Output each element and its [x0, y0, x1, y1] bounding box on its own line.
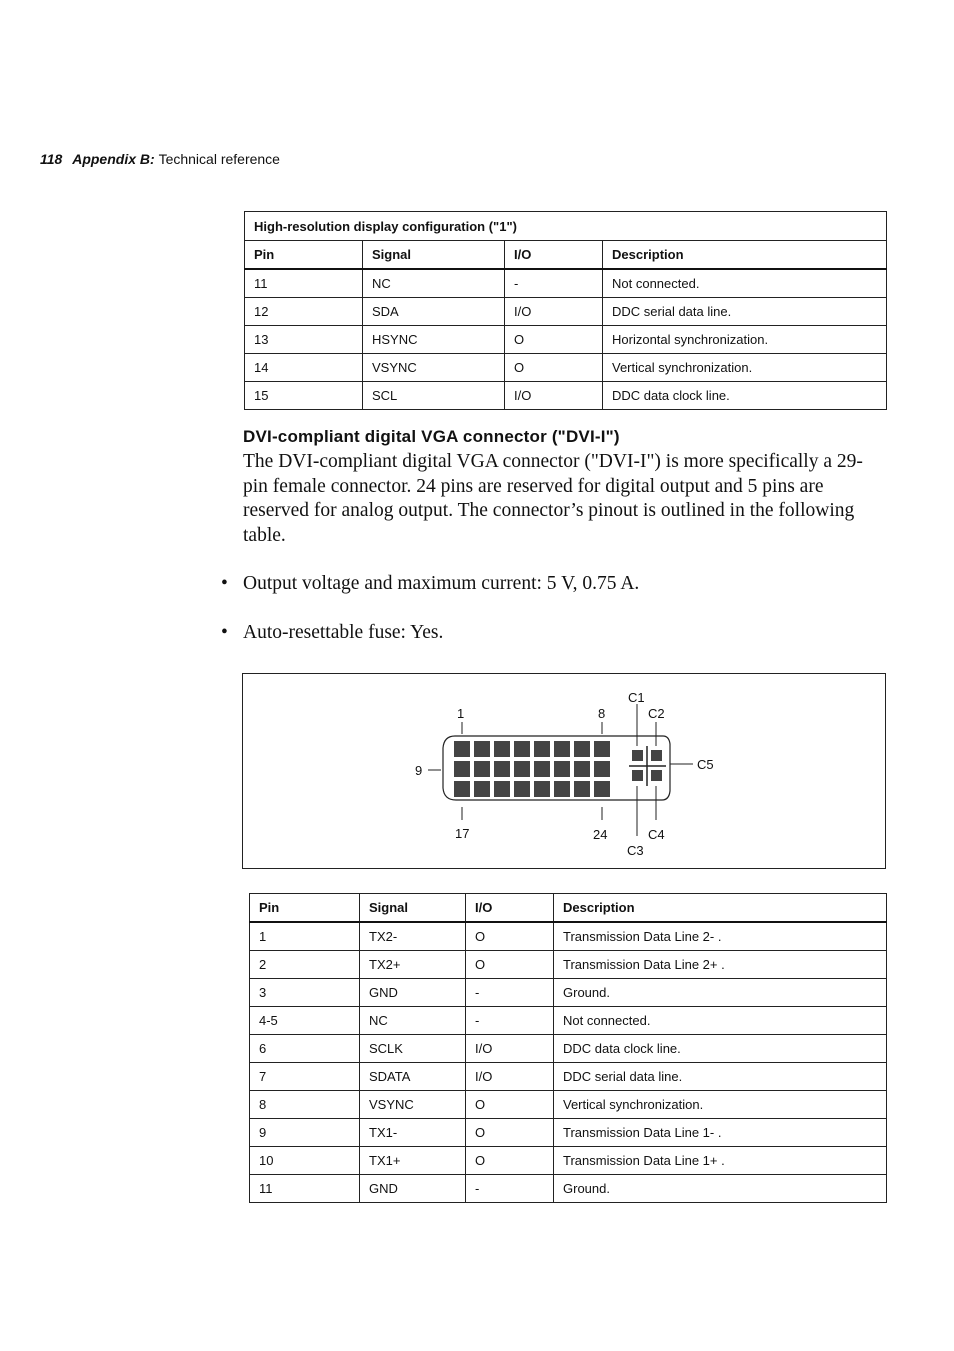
cell-pin: 3: [250, 979, 360, 1007]
analog-pin-c2: [651, 750, 662, 761]
cell-signal: SDATA: [360, 1063, 466, 1091]
cell-description: Not connected.: [554, 1007, 887, 1035]
col-header-io: I/O: [505, 241, 603, 270]
digital-pin-10: [474, 761, 490, 777]
cell-signal: NC: [363, 269, 505, 298]
cell-io: -: [466, 1175, 554, 1203]
bullet-text: Auto-resettable fuse: Yes.: [243, 622, 444, 643]
table-row: [245, 298, 887, 326]
cell-signal: TX2+: [360, 951, 466, 979]
page-number: 118: [40, 151, 63, 167]
cell-signal: SCLK: [360, 1035, 466, 1063]
digital-pin-22: [554, 781, 570, 797]
cell-io: O: [505, 326, 603, 354]
label-c2: C2: [648, 706, 665, 721]
digital-pin-18: [474, 781, 490, 797]
bullet-icon: •: [221, 622, 228, 643]
analog-pin-c4: [651, 770, 662, 781]
cell-signal: TX2-: [360, 922, 466, 951]
table-row: [250, 922, 887, 951]
cell-signal: HSYNC: [363, 326, 505, 354]
cell-description: Transmission Data Line 1- .: [554, 1119, 887, 1147]
cell-description: DDC data clock line.: [554, 1035, 887, 1063]
cell-pin: 9: [250, 1119, 360, 1147]
digital-pin-17: [454, 781, 470, 797]
cell-pin: 1: [250, 922, 360, 951]
table-row: [250, 1119, 887, 1147]
cell-description: Vertical synchronization.: [603, 354, 887, 382]
cell-description: Not connected.: [603, 269, 887, 298]
col-header-io: I/O: [466, 894, 554, 923]
cell-signal: GND: [360, 979, 466, 1007]
section-heading: DVI-compliant digital VGA connector ("DVI-I"): [243, 427, 620, 446]
cell-pin: 11: [250, 1175, 360, 1203]
running-head: [40, 151, 280, 167]
col-header-description: Description: [554, 894, 887, 923]
appendix-label: Appendix B:: [72, 151, 155, 167]
cell-description: Ground.: [554, 1175, 887, 1203]
cell-io: I/O: [466, 1035, 554, 1063]
label-c3: C3: [627, 843, 644, 858]
cell-signal: SCL: [363, 382, 505, 410]
digital-pin-5: [534, 741, 550, 757]
digital-pin-20: [514, 781, 530, 797]
cell-description: DDC data clock line.: [603, 382, 887, 410]
digital-pin-16: [594, 761, 610, 777]
bullet-icon: •: [221, 573, 228, 594]
cell-description: Transmission Data Line 2- .: [554, 922, 887, 951]
vga-pinout-table: [244, 211, 887, 410]
cell-description: DDC serial data line.: [554, 1063, 887, 1091]
cell-pin: 2: [250, 951, 360, 979]
digital-pin-6: [554, 741, 570, 757]
bullet-item: [221, 573, 639, 595]
cell-io: I/O: [505, 382, 603, 410]
digital-pin-21: [534, 781, 550, 797]
digital-pin-1: [454, 741, 470, 757]
cell-pin: 11: [245, 269, 363, 298]
cell-io: O: [466, 922, 554, 951]
table-row: [250, 951, 887, 979]
table-row: [250, 1147, 887, 1175]
label-c1: C1: [628, 690, 645, 705]
cell-description: Vertical synchronization.: [554, 1091, 887, 1119]
digital-pin-15: [574, 761, 590, 777]
col-header-signal: Signal: [363, 241, 505, 270]
label-pin8: 8: [598, 706, 606, 721]
col-header-description: Description: [603, 241, 887, 270]
table-row: [250, 1091, 887, 1119]
dvi-connector-diagram: [243, 674, 887, 870]
col-header-pin: Pin: [245, 241, 363, 270]
cell-signal: GND: [360, 1175, 466, 1203]
cell-pin: 13: [245, 326, 363, 354]
table-row: [245, 326, 887, 354]
table-row: [250, 1035, 887, 1063]
table-row: [245, 269, 887, 298]
cell-pin: 6: [250, 1035, 360, 1063]
cell-signal: VSYNC: [360, 1091, 466, 1119]
cell-io: -: [466, 979, 554, 1007]
cell-io: I/O: [505, 298, 603, 326]
cell-description: Transmission Data Line 2+ .: [554, 951, 887, 979]
cell-description: Horizontal synchronization.: [603, 326, 887, 354]
col-header-signal: Signal: [360, 894, 466, 923]
body-paragraph: The DVI-compliant digital VGA connector ("DVI-I") is more specifically a 29-pin female connector. 24 pins are reserved for digital output and 5 pins are reserved for analog output. The connector’s pinout is outlined in the following table.: [243, 451, 863, 546]
digital-pin-12: [514, 761, 530, 777]
digital-pin-4: [514, 741, 530, 757]
chapter-title: Technical reference: [158, 151, 280, 167]
digital-pin-3: [494, 741, 510, 757]
label-c5: C5: [697, 757, 714, 772]
analog-pin-c3: [632, 770, 643, 781]
col-header-pin: Pin: [250, 894, 360, 923]
cell-signal: TX1+: [360, 1147, 466, 1175]
table-row: [250, 1007, 887, 1035]
digital-pin-8: [594, 741, 610, 757]
bullet-item: [221, 622, 443, 644]
digital-pin-13: [534, 761, 550, 777]
cell-io: -: [466, 1007, 554, 1035]
cell-pin: 7: [250, 1063, 360, 1091]
digital-pin-23: [574, 781, 590, 797]
cell-pin: 12: [245, 298, 363, 326]
cell-io: -: [505, 269, 603, 298]
cell-description: Transmission Data Line 1+ .: [554, 1147, 887, 1175]
cell-description: Ground.: [554, 979, 887, 1007]
digital-pin-9: [454, 761, 470, 777]
cell-pin: 8: [250, 1091, 360, 1119]
dvi-connector-figure: [242, 673, 886, 869]
digital-pin-24: [594, 781, 610, 797]
dvi-pinout-table: [249, 893, 887, 1203]
table-row: [245, 354, 887, 382]
cell-signal: SDA: [363, 298, 505, 326]
cell-io: O: [505, 354, 603, 382]
cell-signal: VSYNC: [363, 354, 505, 382]
digital-pin-14: [554, 761, 570, 777]
table-row: [250, 1063, 887, 1091]
table-row: [250, 979, 887, 1007]
cell-io: O: [466, 1119, 554, 1147]
cell-io: O: [466, 951, 554, 979]
label-pin1: 1: [457, 706, 465, 721]
analog-pin-c1: [632, 750, 643, 761]
cell-io: I/O: [466, 1063, 554, 1091]
bullet-text: Output voltage and maximum current: 5 V, 0.75 A.: [243, 573, 640, 594]
cell-io: O: [466, 1091, 554, 1119]
cell-pin: 15: [245, 382, 363, 410]
cell-signal: TX1-: [360, 1119, 466, 1147]
cell-pin: 10: [250, 1147, 360, 1175]
cell-description: DDC serial data line.: [603, 298, 887, 326]
digital-pin-19: [494, 781, 510, 797]
digital-pin-11: [494, 761, 510, 777]
cell-io: O: [466, 1147, 554, 1175]
label-pin9: 9: [415, 763, 423, 778]
table-caption: High-resolution display configuration ("1"): [245, 212, 887, 241]
label-c4: C4: [648, 827, 665, 842]
table-row: [250, 1175, 887, 1203]
table-header-row: [245, 241, 887, 270]
digital-pin-7: [574, 741, 590, 757]
table-row: [245, 382, 887, 410]
digital-pin-2: [474, 741, 490, 757]
label-pin17: 17: [455, 826, 470, 841]
cell-signal: NC: [360, 1007, 466, 1035]
digital-pin-grid: [454, 741, 610, 797]
cell-pin: 4-5: [250, 1007, 360, 1035]
label-pin24: 24: [593, 827, 608, 842]
table-header-row: [250, 894, 887, 923]
cell-pin: 14: [245, 354, 363, 382]
